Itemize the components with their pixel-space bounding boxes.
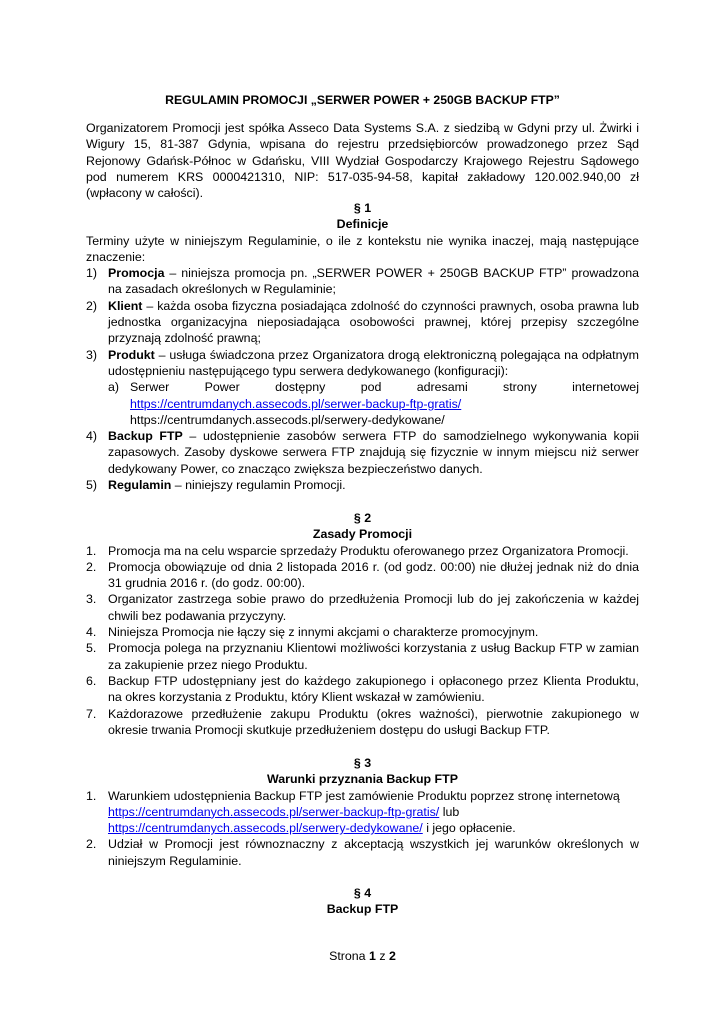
term: Klient bbox=[108, 298, 143, 313]
section-4 bbox=[86, 885, 639, 918]
list-item: 4) Backup FTP – udostępnienie zasobów serwera FTP do samodzielnego wykonywania kopii zapasowych. Zasoby dyskowe serwera FTP znajdują się fizycznie w innym miejscu niż serwer dedykowany Power, co znacząco zwiększa bezpieczeństwo danych. bbox=[86, 429, 639, 476]
section-number: § 3 bbox=[353, 756, 372, 770]
total-pages: 2 bbox=[389, 949, 396, 963]
list-item: 5) Regulamin – niniejszy regulamin Promocji. bbox=[86, 478, 346, 493]
section-lead: Terminy użyte w niniejszym Regulaminie, o ile z kontekstu nie wynika inaczej, mają następujące znaczenie: bbox=[86, 233, 639, 264]
sub-list-item: a) Serwer Power dostępny pod adresami strony internetowej https://centrumdanych.assecods.pl/serwer-backup-ftp-gratis/ https://centrumdanych.assecods.pl/serwery-dedykowane/ bbox=[108, 380, 639, 427]
current-page: 1 bbox=[369, 949, 376, 963]
page-footer: Strona 1 z 2 bbox=[329, 949, 396, 963]
list-item: 7. Każdorazowe przedłużenie zakupu Produktu (okres ważności), pierwotnie zakupionego w okresie trwania Promocji skutkuje przedłużeniem dostępu do usługi Backup FTP. bbox=[86, 706, 639, 737]
list-item: 1. Warunkiem udostępnienia Backup FTP jest zamówienie Produktu poprzez stronę internetową https://centrumdanych.assecods.pl/serwer-backup-ftp-gratis/ lub https://centrumdanych.assecods.pl/serwery-dedykowane/ i jego opłacenie. bbox=[86, 788, 620, 836]
list-item: 1) Promocja – niniejsza promocja pn. „SERWER POWER + 250GB BACKUP FTP” prowadzona na zasadach określonych w Regulaminie; bbox=[86, 266, 639, 297]
term: Regulamin bbox=[108, 478, 172, 493]
definitions-list bbox=[86, 265, 639, 493]
section-2 bbox=[86, 510, 639, 738]
term: Promocja bbox=[108, 266, 165, 281]
section-title: Definicje bbox=[336, 217, 389, 232]
conditions-list bbox=[86, 788, 639, 869]
section-title: Backup FTP bbox=[326, 902, 399, 917]
list-item: 5. Promocja polega na przyznaniu Klientowi możliwości korzystania z usług Backup FTP w zamian za zakupienie przez niego Produktu. bbox=[86, 641, 639, 672]
section-number: § 1 bbox=[353, 201, 372, 215]
section-3 bbox=[86, 755, 639, 869]
section-title: Zasady Promocji bbox=[312, 527, 413, 542]
list-item: 1. Promocja ma na celu wsparcie sprzedaży Produktu oferowanego przez Organizatora Promocji. bbox=[86, 543, 629, 558]
list-item: 2. Udział w Promocji jest równoznaczny z akceptacją wszystkich jej warunków określonych w niniejszym Regulaminie. bbox=[86, 837, 639, 868]
section-1 bbox=[86, 200, 639, 493]
list-item: 3. Organizator zastrzega sobie prawo do przedłużenia Promocji lub do jej zakończenia w każdej chwili bez podawania przyczyny. bbox=[86, 592, 639, 623]
list-item: 4. Niniejsza Promocja nie łączy się z innymi akcjami o charakterze promocyjnym. bbox=[86, 625, 539, 640]
dedicated-servers-link[interactable]: https://centrumdanych.assecods.pl/serwery-dedykowane/ bbox=[108, 821, 423, 836]
term: Backup FTP bbox=[108, 429, 183, 444]
document-title: REGULAMIN PROMOCJI „SERWER POWER + 250GB BACKUP FTP” bbox=[165, 93, 560, 107]
term: Produkt bbox=[108, 347, 155, 362]
spread-line: Serwer Power dostępny pod adresami strony internetowej bbox=[130, 380, 639, 395]
list-item: 2) Klient – każda osoba fizyczna posiadająca zdolność do czynności prawnych, osoba prawna lub jednostka organizacyjna nieposiadająca osobowości prawnej, której przepisy szczególne przyznają zdolność prawną; bbox=[86, 298, 639, 346]
dedicated-url-text: https://centrumdanych.assecods.pl/serwery-dedykowane/ bbox=[130, 412, 445, 427]
list-item: 3) Produkt – usługa świadczona przez Organizatora drogą elektroniczną polegająca na odpłatnym udostępnieniu następującego typu serwera dedykowanego (konfiguracji): a) Serwer Power dostępny pod adresami strony internetowej https://centrumdanych.assecods.pl/serwer-backup-ftp-gratis/ https://centrumdanych.assecods.pl/serwery-dedykowane/ bbox=[86, 347, 639, 427]
rules-list bbox=[86, 543, 639, 739]
list-item: 2. Promocja obowiązuje od dnia 2 listopada 2016 r. (od godz. 00:00) nie dłużej jednak niż do dnia 31 grudnia 2016 r. (do godz. 00:00). bbox=[86, 559, 639, 591]
section-number: § 4 bbox=[353, 886, 372, 900]
promo-link[interactable]: https://centrumdanych.assecods.pl/serwer-backup-ftp-gratis/ bbox=[108, 804, 440, 819]
section-number: § 2 bbox=[353, 511, 372, 525]
promo-link[interactable]: https://centrumdanych.assecods.pl/serwer-backup-ftp-gratis/ bbox=[130, 396, 462, 411]
sub-list bbox=[108, 379, 639, 428]
intro-paragraph: Organizatorem Promocji jest spółka Asseco Data Systems S.A. z siedzibą w Gdyni przy ul. Żwirki i Wigury 15, 81-387 Gdynia, wpisana do rejestru przedsiębiorców prowadzonego przez Sąd Rejonowy Gdańsk-Północ w Gdańsku, VIII Wydział Gospodarczy Krajowego Rejestru Sądowego pod numerem KRS 0000421310, NIP: 517-035-94-58, kapitał zakładowy 120.002.940,00 zł (wpłacony w całości). bbox=[86, 121, 639, 201]
list-item: 6. Backup FTP udostępniany jest do każdego zakupionego i opłaconego przez Klienta Produktu, na okres korzystania z Produktu, który Klient wskazał w zamówieniu. bbox=[86, 673, 639, 705]
section-title: Warunki przyznania Backup FTP bbox=[267, 772, 458, 787]
